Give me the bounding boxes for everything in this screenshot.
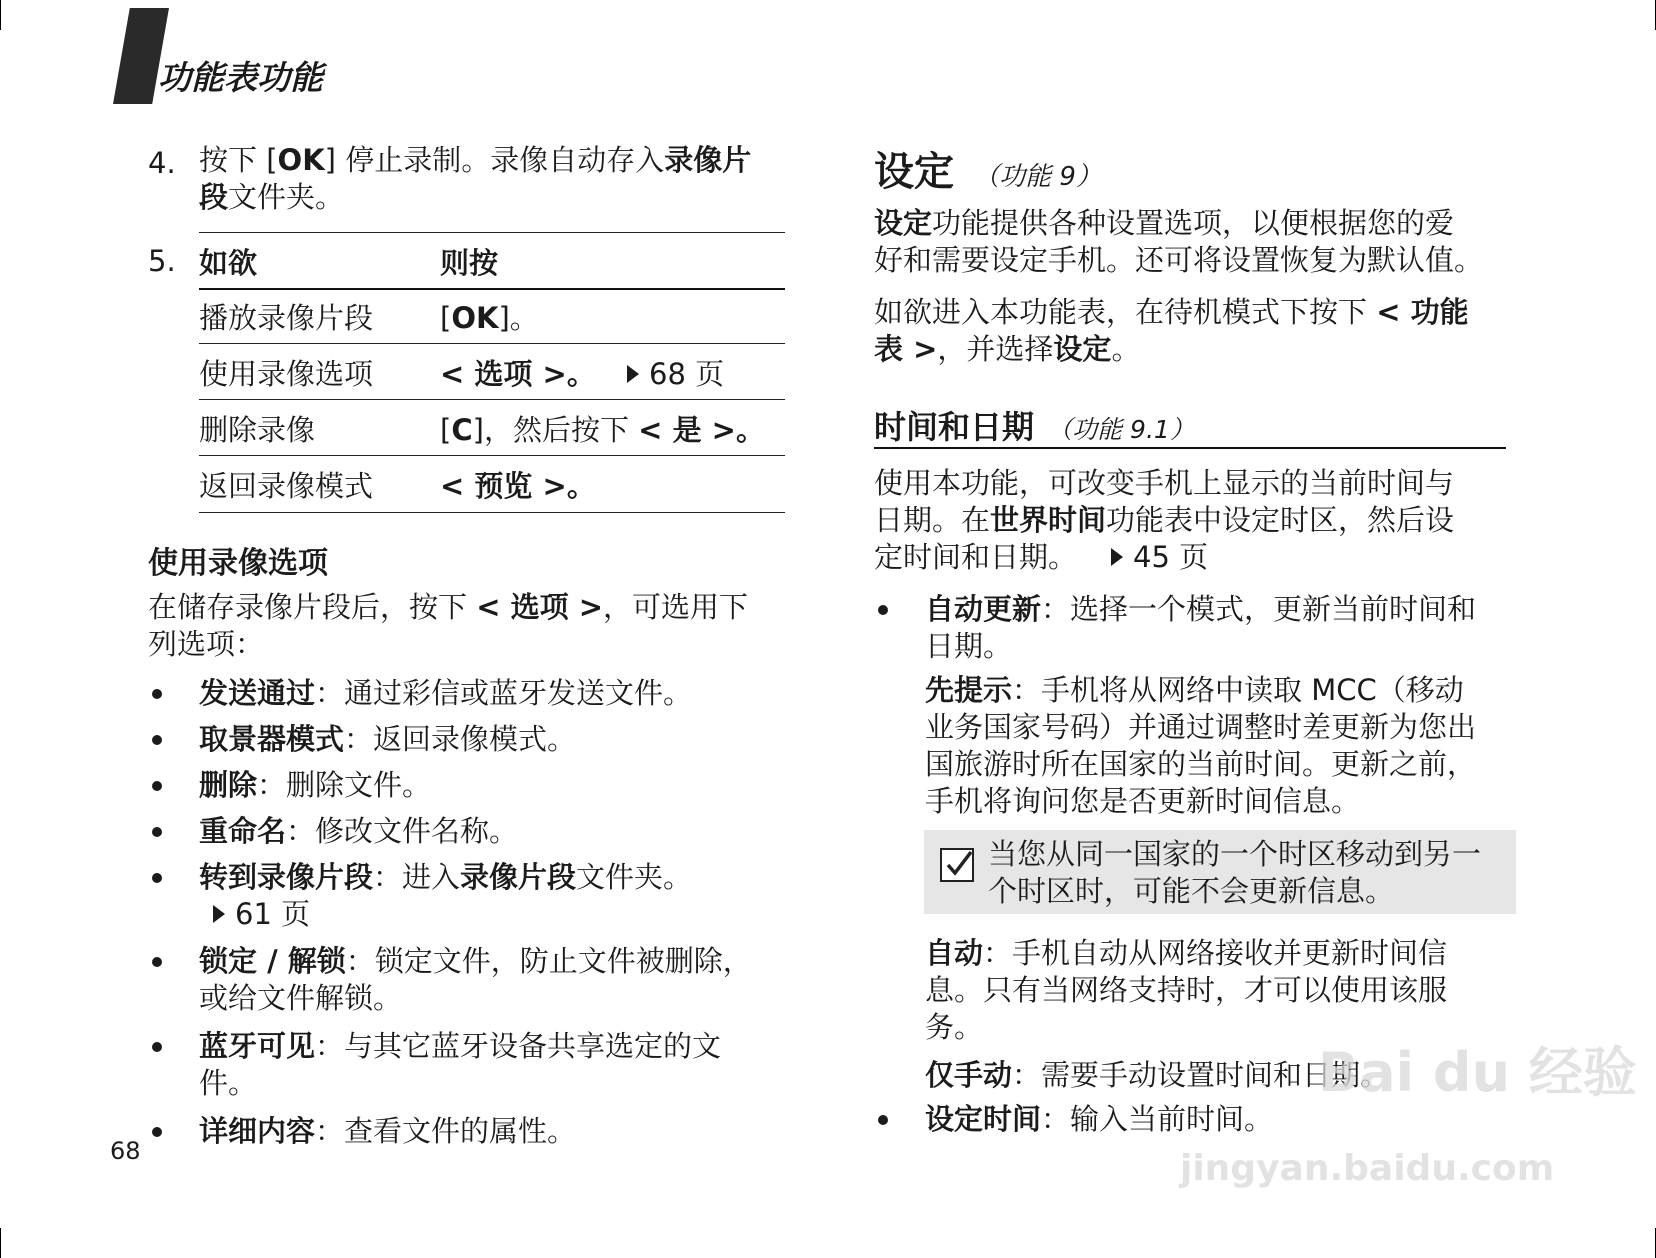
bullet-dot: [152, 735, 162, 745]
bullet-dot: [152, 689, 162, 699]
paragraph: 使用本功能，可改变手机上显示的当前时间与 日期。在世界时间功能表中设定时区，然后设 定时间和日期。 45 页: [874, 466, 1455, 574]
table-row-2-page-ref: 68 页: [627, 356, 724, 393]
table-row-3-action: 删除录像: [199, 413, 316, 447]
bullet-dot: [878, 605, 888, 615]
paragraph: 设定功能提供各种设置选项，以便根据您的爱 好和需要设定手机。还可将设置恢复为默认值。: [874, 206, 1484, 277]
table-rule-bottom: [199, 512, 785, 513]
table-rule: [199, 343, 785, 344]
watermark-logo: Bai du 经验: [1318, 1041, 1637, 1104]
paragraph: 如欲进入本功能表，在待机模式下按下 < 功能 表 >，并选择设定。: [874, 295, 1469, 366]
table-row-1-action: 播放录像片段: [199, 301, 374, 335]
bullet-dot: [152, 827, 162, 837]
checkmark-icon: [940, 848, 974, 882]
list-item: 删除：删除文件。: [199, 768, 432, 802]
page-ref: 61 页: [213, 896, 310, 933]
bullet-dot: [152, 1127, 162, 1137]
crop-mark: [0, 0, 1, 30]
list-item: 设定时间：输入当前时间。: [925, 1102, 1274, 1136]
table-rule: [199, 399, 785, 400]
bullet-dot: [152, 873, 162, 883]
table-header-col1: 如欲: [199, 246, 258, 280]
list-item: 转到录像片段：进入录像片段文件夹。: [199, 860, 693, 894]
table-header-col2: 则按: [440, 246, 499, 280]
section-subtitle: 使用录像选项: [148, 546, 328, 581]
list-item: 重命名：修改文件名称。: [199, 814, 519, 848]
page-ref-arrow-icon: [1111, 548, 1123, 566]
list-item: 详细内容：查看文件的属性。: [199, 1114, 577, 1148]
bullet-dot: [878, 1115, 888, 1125]
subsection-title: 时间和日期 （功能 9.1）: [874, 408, 1195, 446]
step-4-number: 4.: [148, 146, 176, 180]
subsection-rule: [874, 447, 1506, 449]
option-description: 先提示：手机将从网络中读取 MCC（移动 业务国家号码）并通过调整时差更新为您出 国旅游时所在国家的当前时间。更新之前， 手机将询问您是否更新时间信息。: [925, 673, 1477, 818]
watermark-url: jingyan.baidu.com: [1180, 1148, 1555, 1189]
table-rule: [199, 455, 785, 456]
table-row-2-action: 使用录像选项: [199, 357, 374, 391]
table-row-4-action: 返回录像模式: [199, 469, 374, 503]
crop-mark: [0, 1228, 1, 1258]
page-ref-arrow-icon: [627, 365, 639, 383]
step-4-text: 按下 [OK] 停止录制。录像自动存入录像片 段文件夹。: [199, 143, 752, 214]
table-row-4-key: < 预览 >。: [440, 469, 596, 503]
bullet-dot: [152, 1042, 162, 1052]
step-5-number: 5.: [148, 244, 176, 278]
list-item: 蓝牙可见：与其它蓝牙设备共享选定的文 件。: [199, 1029, 722, 1100]
bullet-dot: [152, 957, 162, 967]
page-header-title: 功能表功能: [158, 58, 323, 97]
list-item: 自动更新：选择一个模式，更新当前时间和 日期。: [925, 592, 1477, 663]
page-number: 68: [110, 1137, 141, 1165]
list-item: 发送通过：通过彩信或蓝牙发送文件。: [199, 676, 693, 710]
list-item: 取景器模式：返回录像模式。: [199, 722, 577, 756]
note-text: 当您从同一国家的一个时区移动到另一 个时区时，可能不会更新信息。: [988, 837, 1482, 908]
table-rule-top: [199, 232, 785, 233]
page-ref-arrow-icon: [213, 905, 225, 923]
table-rule-header: [199, 288, 785, 290]
option-description: 自动：手机自动从网络接收并更新时间信 息。只有当网络支持时，才可以使用该服 务。: [925, 936, 1448, 1044]
section-title: 设定 （功能 9）: [874, 149, 1102, 195]
bullet-dot: [152, 781, 162, 791]
table-row-2-key: < 选项 >。: [440, 357, 596, 391]
section-intro: 在储存录像片段后，按下 < 选项 >，可选用下 列选项：: [148, 590, 749, 661]
table-row-3-key: [C]，然后按下 < 是 >。: [440, 413, 765, 447]
list-item: 锁定 / 解锁：锁定文件，防止文件被删除， 或给文件解锁。: [199, 944, 752, 1015]
table-row-1-key: [OK]。: [440, 301, 539, 335]
option-description: 仅手动：需要手动设置时间和日期。: [925, 1058, 1390, 1092]
